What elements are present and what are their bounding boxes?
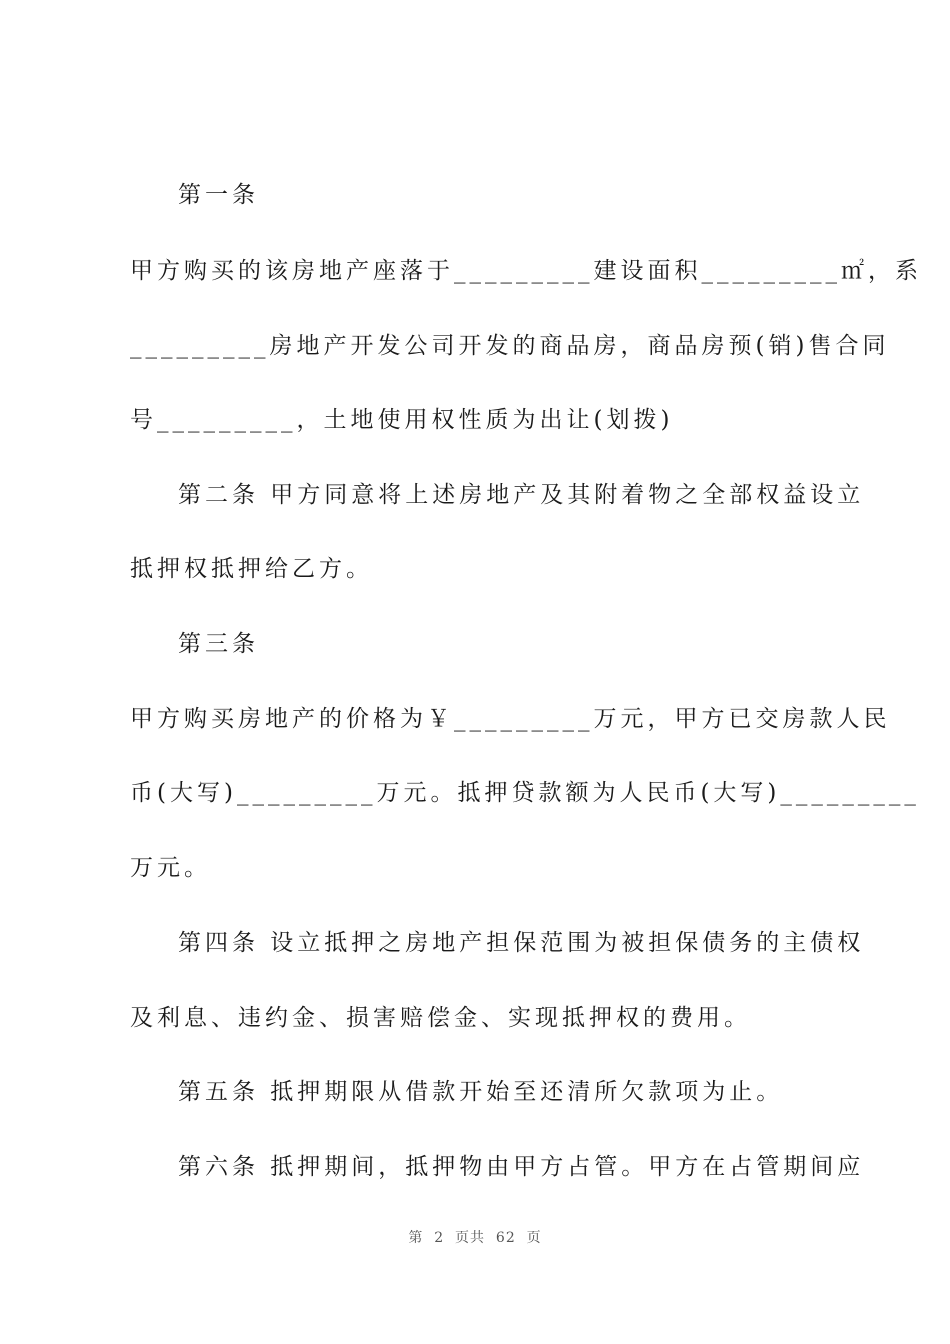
article-5-line-1: 第五条 抵押期限从借款开始至还清所欠款项为止。 bbox=[178, 1079, 784, 1105]
article-3-line-3: 万元。 bbox=[130, 855, 211, 881]
article-1-line-3: 号_________，土地使用权性质为出让(划拨) bbox=[130, 407, 674, 433]
article-4-line-2: 及利息、违约金、损害赔偿金、实现抵押权的费用。 bbox=[130, 1005, 751, 1031]
article-6-line-1: 第六条 抵押期间，抵押物由甲方占管。甲方在占管期间应 bbox=[178, 1154, 865, 1180]
article-3-line-2: 币(大写)_________万元。抵押贷款额为人民币(大写)_________ bbox=[130, 780, 920, 806]
article-4-line-1: 第四条 设立抵押之房地产担保范围为被担保债务的主债权 bbox=[178, 930, 865, 956]
page-number-footer: 第 2 页共 62 页 bbox=[408, 1230, 542, 1246]
article-3-line-1: 甲方购买房地产的价格为￥_________万元，甲方已交房款人民 bbox=[130, 706, 891, 732]
article-1-line-2: _________房地产开发公司开发的商品房，商品房预(销)售合同 bbox=[130, 333, 890, 359]
article-2-line-1: 第二条 甲方同意将上述房地产及其附着物之全部权益设立 bbox=[178, 482, 865, 508]
article-1-line-1: 甲方购买的该房地产座落于_________建设面积_________㎡，系 bbox=[130, 258, 922, 284]
article-3-heading: 第三条 bbox=[178, 631, 259, 657]
article-1-heading: 第一条 bbox=[178, 182, 259, 208]
article-2-line-2: 抵押权抵押给乙方。 bbox=[130, 556, 373, 582]
